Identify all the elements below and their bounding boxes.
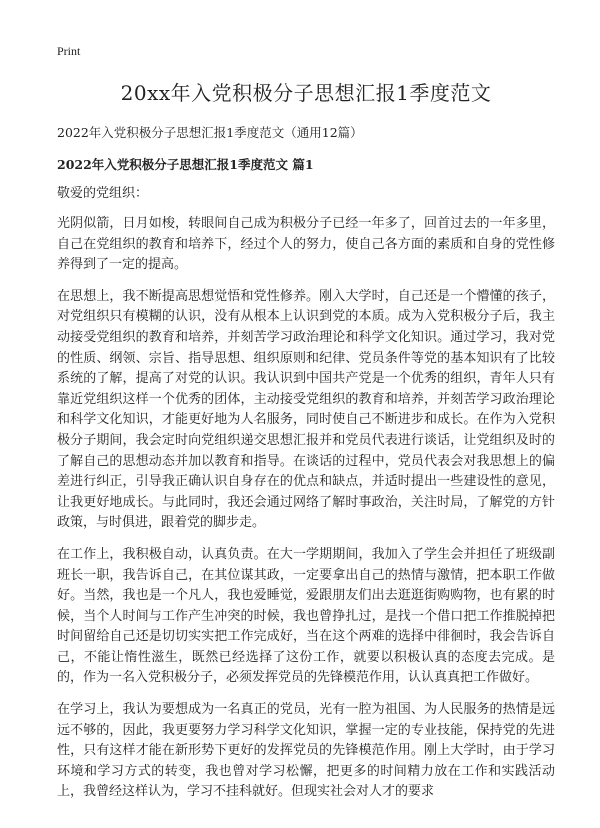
- document-subtitle: 2022年入党积极分子思想汇报1季度范文（通用12篇）: [57, 125, 363, 140]
- print-link[interactable]: Print: [57, 44, 81, 58]
- paragraph: 在学习上，我认为要想成为一名真正的党员，光有一腔为祖国、为人民服务的热情是远远不够的，因此，我更要努力学习科学文化知识，掌握一定的专业技能，保持党的先进性，只有这样才能在新形势下更好的发挥党员的先锋模范作用。刚上大学时，由于学习环境和学习方式的转变，我也曾对学习松懈，把更多的时间精力放在工作和实践活动上，我曾经这样认为，学习不挂科就好。但现实社会对人才的要求: [57, 702, 555, 800]
- document-body: [57, 78, 555, 814]
- paragraph: 光阴似箭，日月如梭，转眼间自己成为积极分子已经一年多了，回首过去的一年多里，自己在党组织的教育和培养下，经过个人的努力，使自己各方面的素质和自身的党性修养得到了一定的提高。: [57, 216, 555, 273]
- paragraph: 在工作上，我积极自动，认真负责。在大一学期期间，我加入了学生会并担任了班级副班长一职，我告诉自己，在其位谋其政，一定要拿出自己的热情与激情，把本职工作做好。当然，我也是一个凡人，我也爱睡觉，爱跟朋友们出去逛逛街购购物，也有累的时候，当个人时间与工作产生冲突的时候，我也曾挣扎过，是找一个借口把工作推脱掉把时间留给自己还是切切实实把工作完成好，当在这个两难的选择中徘徊时，我会告诉自己，不能让惰性滋生，既然已经选择了这份工作，就要以积极认真的态度去完成。是的，作为一名入党积极分子，必须发挥党员的先锋模范作用，认认真真把工作做好。: [57, 546, 555, 686]
- salutation: 敬爱的党组织：: [57, 186, 149, 201]
- section-heading: 2022年入党积极分子思想汇报1季度范文 篇1: [57, 157, 314, 172]
- page-title: 20xx年入党积极分子思想汇报1季度范文: [120, 81, 492, 105]
- paragraph: 在思想上，我不断提高思想觉悟和党性修养。刚入大学时，自己还是一个懵懂的孩子，对党组织只有模糊的认识，没有从根本上认识到党的本质。成为入党积极分子后，我主动接受党组织的教育和培养，并刻苦学习政治理论和科学文化知识。通过学习，我对党的性质、纲领、宗旨、指导思想、组织原则和纪律、党员条件等党的基本知识有了比较系统的了解，提高了对党的认识。我认识到中国共产党是一个优秀的组织，青年人只有靠近党组织这样一个优秀的团体，主动接受党组织的教育和培养，并刻苦学习政治理论和科学文化知识，才能更好地为人名服务，同时使自己不断进步和成长。在作为入党积极分子期间，我会定时向党组织递交思想汇报并和党员代表进行谈话，让党组织及时的了解自己的思想动态并加以教育和指导。在谈话的过程中，党员代表会对我思想上的偏差进行纠正，引导我正确认识自身存在的优点和缺点，并适时提出一些建设性的意见，让我更好地成长。与此同时，我还会通过网络了解时事政治，关注时局，了解党的方针政策，与时俱进，跟着党的脚步走。: [57, 288, 555, 531]
